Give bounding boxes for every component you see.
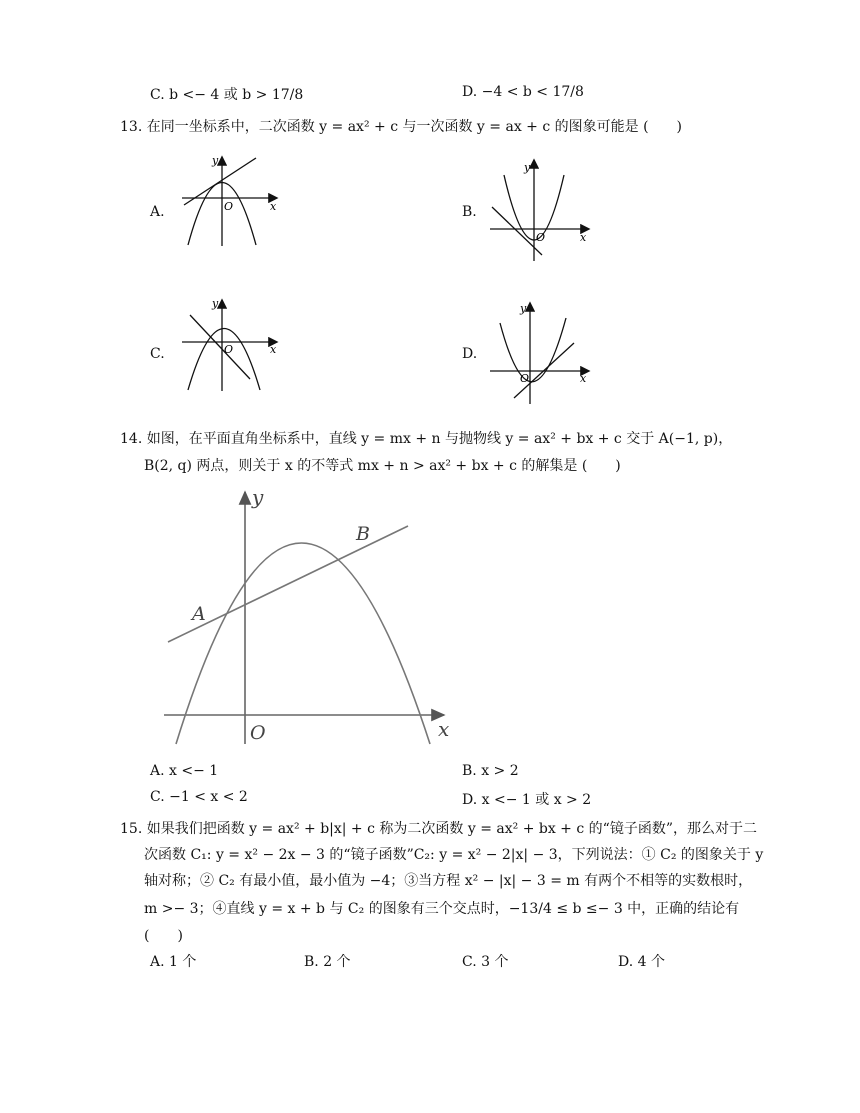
q14-option-c: C. −1 < x < 2 <box>150 789 248 805</box>
q13-option-a-label: A. <box>150 204 165 220</box>
line <box>190 315 250 379</box>
q12-option-d: D. −4 < b < 17/8 <box>462 84 584 100</box>
q15-option-a: A. 1 个 <box>150 954 197 970</box>
q13-option-c-label: C. <box>150 346 165 362</box>
x-label: x <box>270 343 277 356</box>
q13-option-d-label: D. <box>462 346 478 362</box>
origin-label: O <box>536 231 546 244</box>
y-label: y <box>212 154 219 167</box>
origin-label: O <box>520 372 530 385</box>
q14-option-a: A. x <− 1 <box>150 763 219 779</box>
q14-option-b: B. x > 2 <box>462 763 519 779</box>
x-label: x <box>580 372 587 385</box>
parabola <box>176 543 430 744</box>
point-a-label: A <box>192 603 206 625</box>
q14-stem-line1: 14. 如图，在平面直角坐标系中，直线 y = mx + n 与抛物线 y = ax² + bx + c 交于 A(−1, p)， <box>120 431 733 447</box>
q14-option-d: D. x <− 1 或 x > 2 <box>462 792 592 808</box>
point-b-label: B <box>356 523 370 545</box>
q13-graph-c <box>178 295 288 395</box>
parabola <box>500 318 566 382</box>
q15-line2: 次函数 C₁: y = x² − 2x − 3 的“镜子函数”C₂: y = x² − 2|x| − 3，下列说法：① C₂ 的图象关于 y <box>144 847 764 863</box>
parabola <box>188 329 260 391</box>
q13-graph-b <box>486 155 596 265</box>
y-label: y <box>520 302 527 315</box>
y-label: y <box>212 297 219 310</box>
origin-label: O <box>224 343 234 356</box>
q13-option-b-label: B. <box>462 204 477 220</box>
y-label: y <box>252 485 264 509</box>
y-label: y <box>524 161 531 174</box>
q13-graph-a <box>178 150 288 250</box>
q15-line4: m >− 3；④直线 y = x + b 与 C₂ 的图象有三个交点时，−13/4 ≤ b ≤− 3 中，正确的结论有 <box>144 901 740 917</box>
origin-label: O <box>224 200 234 213</box>
q15-line5: ( ) <box>144 928 183 944</box>
q15-option-c: C. 3 个 <box>462 954 509 970</box>
q14-stem-line2: B(2, q) 两点，则关于 x 的不等式 mx + n > ax² + bx + c 的解集是 ( ) <box>144 458 621 474</box>
q13-graph-d <box>486 298 596 408</box>
x-label: x <box>580 231 587 244</box>
q15-option-d: D. 4 个 <box>618 954 665 970</box>
q15-option-b: B. 2 个 <box>304 954 351 970</box>
q13-stem: 13. 在同一坐标系中，二次函数 y = ax² + c 与一次函数 y = ax + c 的图象可能是 ( ) <box>120 119 683 135</box>
origin-label: O <box>250 722 266 744</box>
x-label: x <box>270 200 277 213</box>
x-label: x <box>438 717 450 741</box>
q15-line1: 15. 如果我们把函数 y = ax² + b|x| + c 称为二次函数 y = ax² + bx + c 的“镜子函数”，那么对于二 <box>120 821 757 837</box>
q15-line3: 轴对称；② C₂ 有最小值，最小值为 −4；③当方程 x² − |x| − 3 = m 有两个不相等的实数根时， <box>144 873 753 889</box>
q12-option-c: C. b <− 4 或 b > 17/8 <box>150 87 304 103</box>
q14-figure <box>150 482 460 752</box>
